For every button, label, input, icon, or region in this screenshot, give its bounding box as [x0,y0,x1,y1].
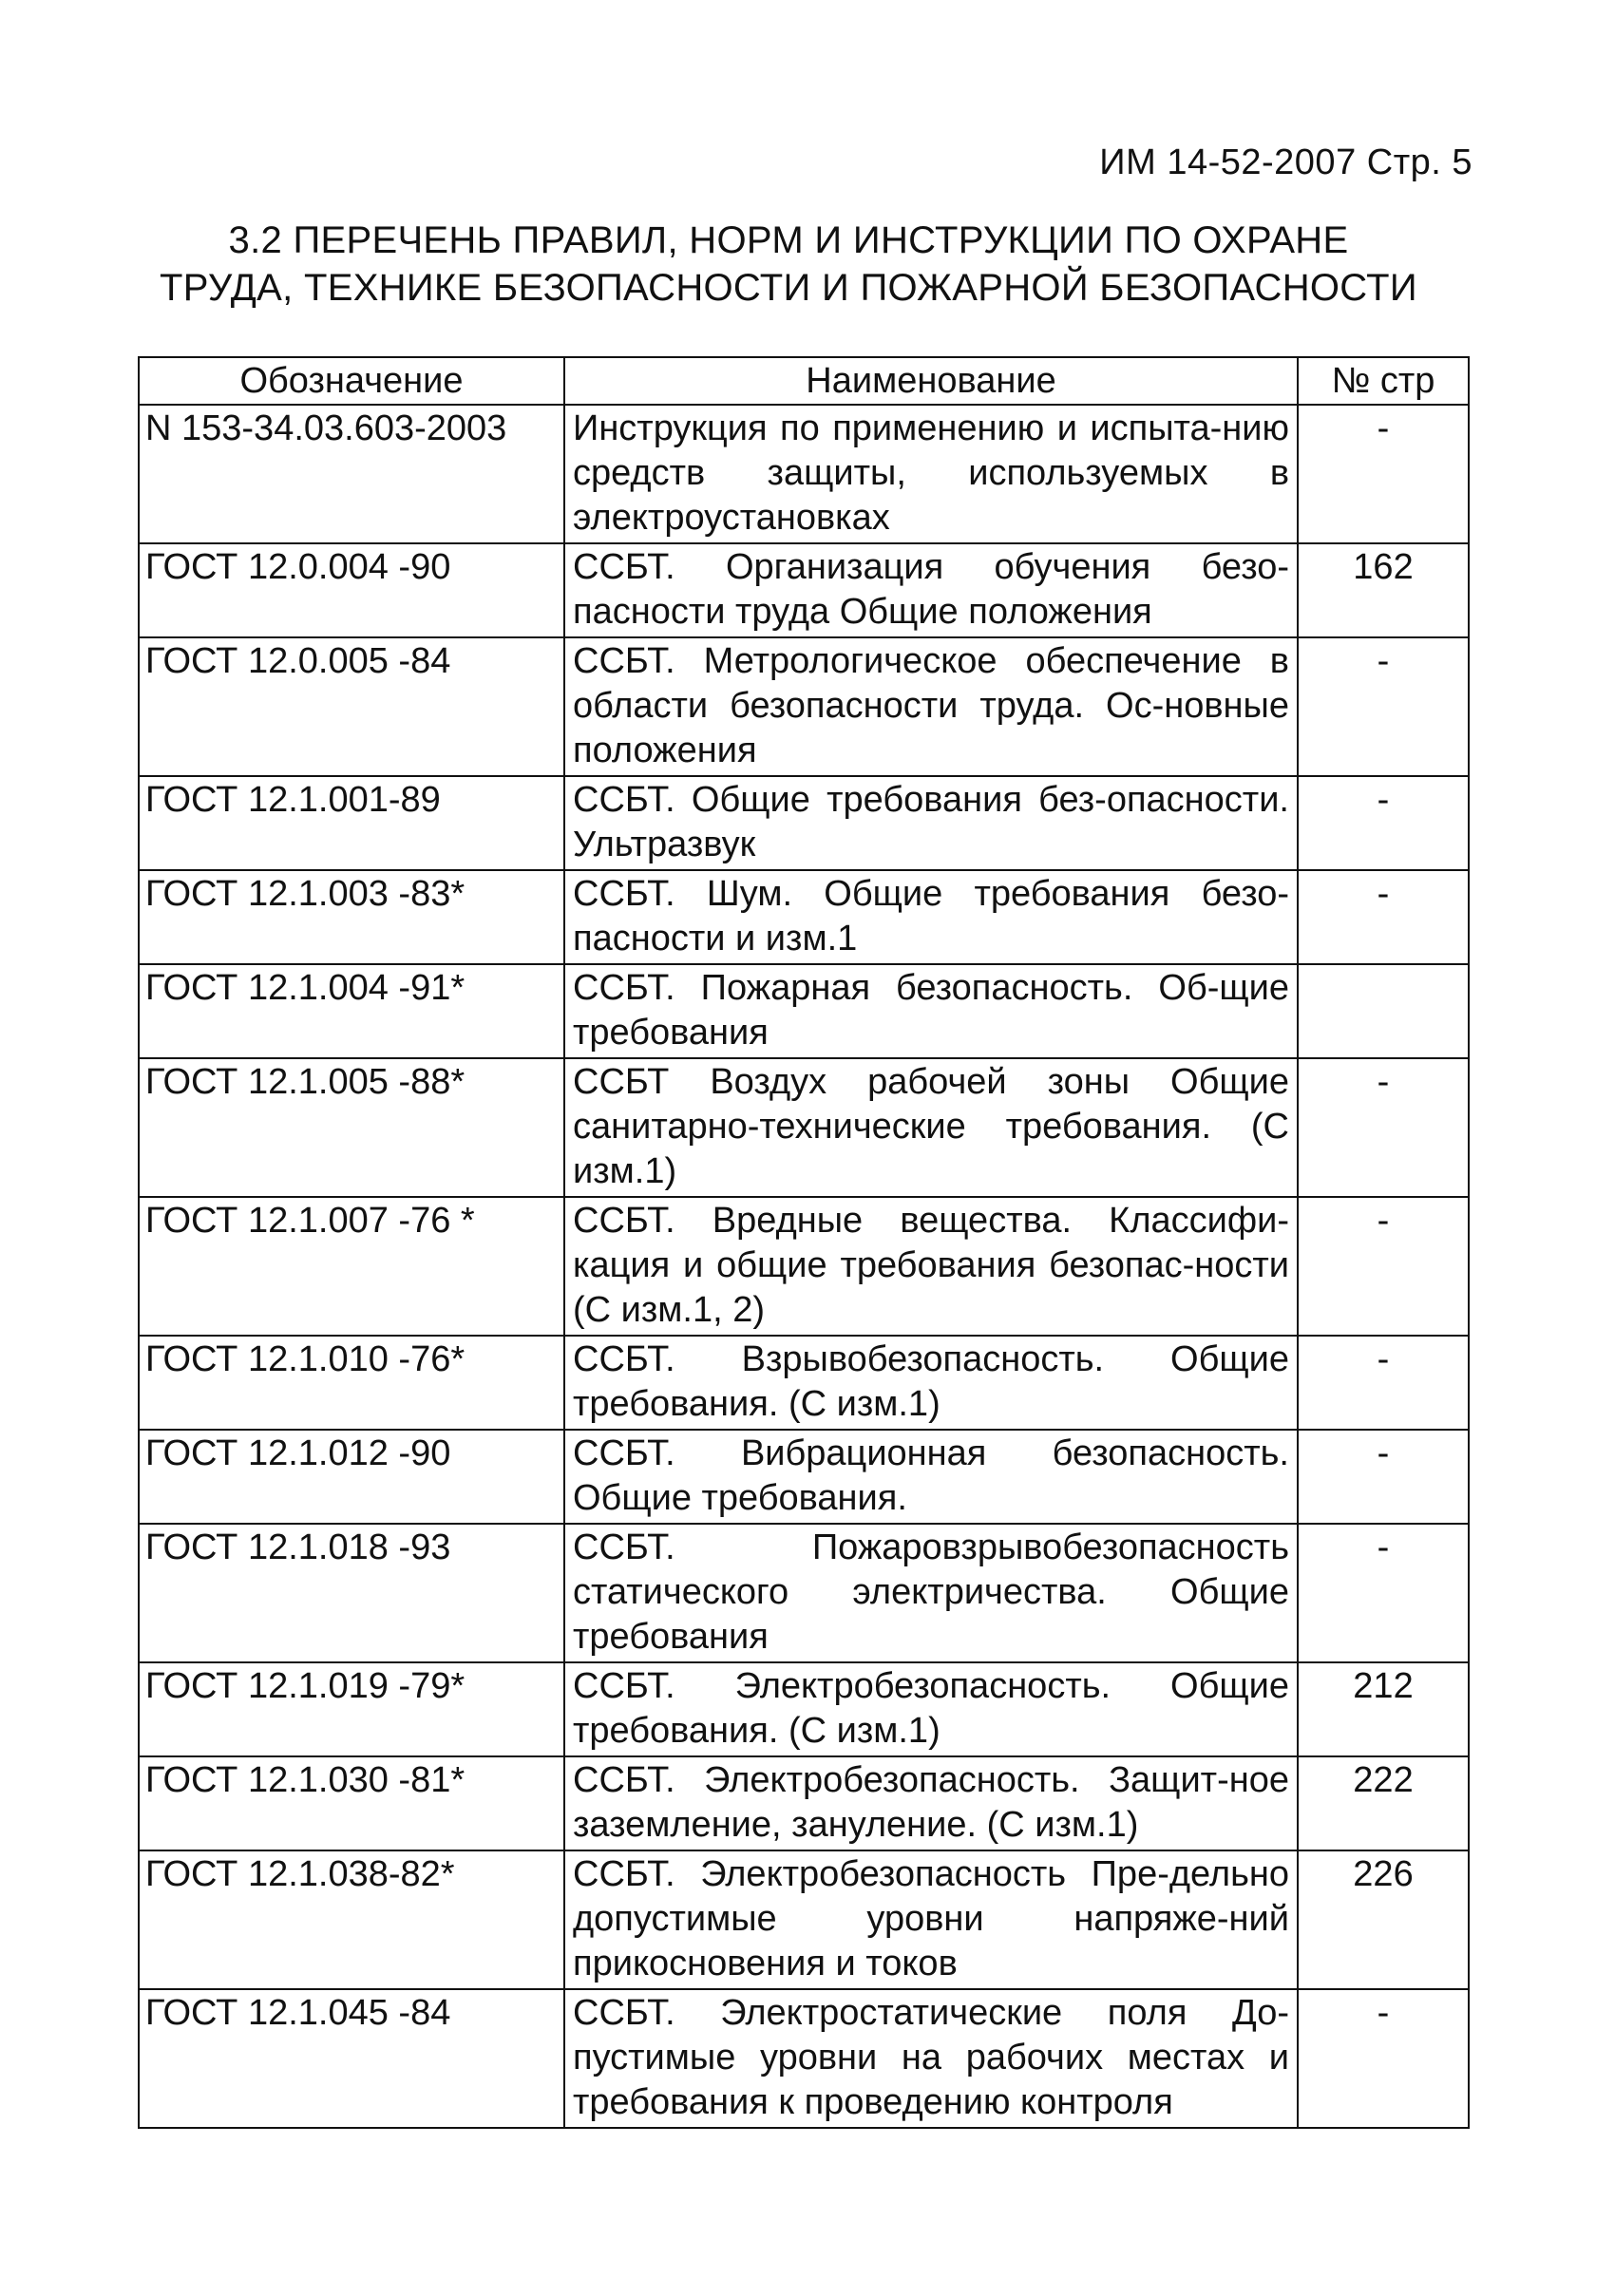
row-name: ССБТ. Вибрационная безопасность. Общие требования. [564,1430,1298,1524]
row-designation: ГОСТ 12.1.030 -81* [139,1756,564,1850]
table-row [139,1662,1469,1756]
row-designation: ГОСТ 12.1.012 -90 [139,1430,564,1524]
table-row [139,1430,1469,1524]
table-row [139,1850,1469,1989]
row-page: - [1298,1430,1469,1524]
section-title-line-2: ТРУДА, ТЕХНИКЕ БЕЗОПАСНОСТИ И ПОЖАРНОЙ БЕЗОПАСНОСТИ [160,267,1417,309]
row-name: ССБТ. Электробезопасность Пре-дельно допустимые уровни напряже-ний прикосновения и токов [564,1850,1298,1989]
column-header-designation: Обозначение [139,357,564,405]
row-page: - [1298,870,1469,964]
table-row [139,1989,1469,2128]
row-designation: ГОСТ 12.1.004 -91* [139,964,564,1058]
table-row [139,1197,1469,1336]
row-name: ССБТ. Взрывобезопасность. Общие требования. (С изм.1) [564,1336,1298,1430]
page-header: ИМ 14-52-2007 Стр. 5 [1099,142,1472,182]
row-name: ССБТ. Шум. Общие требования безо-пасности и изм.1 [564,870,1298,964]
row-name: ССБТ. Пожарная безопасность. Об-щие требования [564,964,1298,1058]
row-name: ССБТ. Организация обучения безо-пасности труда Общие положения [564,543,1298,637]
row-name: ССБТ. Электробезопасность. Защит-ное заземление, зануление. (С изм.1) [564,1756,1298,1850]
row-page: - [1298,1336,1469,1430]
row-page: - [1298,1197,1469,1336]
row-page: - [1298,637,1469,776]
row-designation: ГОСТ 12.1.001-89 [139,776,564,870]
table-row [139,405,1469,543]
row-name: ССБТ. Электробезопасность. Общие требования. (С изм.1) [564,1662,1298,1756]
table-row [139,964,1469,1058]
table-row [139,870,1469,964]
row-designation: ГОСТ 12.1.005 -88* [139,1058,564,1197]
row-name: ССБТ. Пожаровзрывобезопасность статического электричества. Общие требования [564,1524,1298,1662]
column-header-page: № стр [1298,357,1469,405]
table-row [139,543,1469,637]
row-name: ССБТ. Метрологическое обеспечение в области безопасности труда. Ос-новные положения [564,637,1298,776]
row-page: 162 [1298,543,1469,637]
row-page: - [1298,405,1469,543]
row-designation: ГОСТ 12.0.005 -84 [139,637,564,776]
row-designation: ГОСТ 12.1.003 -83* [139,870,564,964]
row-name: ССБТ. Электростатические поля До-пустимые уровни на рабочих местах и требования к проведению контроля [564,1989,1298,2128]
row-designation: ГОСТ 12.1.038-82* [139,1850,564,1989]
table-row [139,1058,1469,1197]
row-name: Инструкция по применению и испыта-нию средств защиты, используемых в электроустановках [564,405,1298,543]
row-page: - [1298,776,1469,870]
table-row [139,1336,1469,1430]
row-page: - [1298,1058,1469,1197]
row-page: 226 [1298,1850,1469,1989]
row-designation: ГОСТ 12.1.019 -79* [139,1662,564,1756]
row-name: ССБТ. Общие требования без-опасности. Ультразвук [564,776,1298,870]
row-designation: ГОСТ 12.1.018 -93 [139,1524,564,1662]
table-row [139,1524,1469,1662]
row-designation: ГОСТ 12.1.045 -84 [139,1989,564,2128]
row-designation: N 153-34.03.603-2003 [139,405,564,543]
row-page [1298,964,1469,1058]
row-page: 222 [1298,1756,1469,1850]
row-page: 212 [1298,1662,1469,1756]
row-name: ССБТ Воздух рабочей зоны Общие санитарно-технические требования. (С изм.1) [564,1058,1298,1197]
section-title-line-1: 3.2 ПЕРЕЧЕНЬ ПРАВИЛ, НОРМ И ИНСТРУКЦИИ ПО ОХРАНЕ [228,219,1349,261]
section-title [124,217,1454,312]
row-designation: ГОСТ 12.1.010 -76* [139,1336,564,1430]
row-designation: ГОСТ 12.0.004 -90 [139,543,564,637]
table-row [139,1756,1469,1850]
table-row [139,637,1469,776]
row-designation: ГОСТ 12.1.007 -76 * [139,1197,564,1336]
row-page: - [1298,1524,1469,1662]
row-page: - [1298,1989,1469,2128]
table-header-row [139,357,1469,405]
table-row [139,776,1469,870]
regulations-table [138,356,1470,2129]
row-name: ССБТ. Вредные вещества. Классифи-кация и общие требования безопас-ности (С изм.1, 2) [564,1197,1298,1336]
column-header-name: Наименование [564,357,1298,405]
